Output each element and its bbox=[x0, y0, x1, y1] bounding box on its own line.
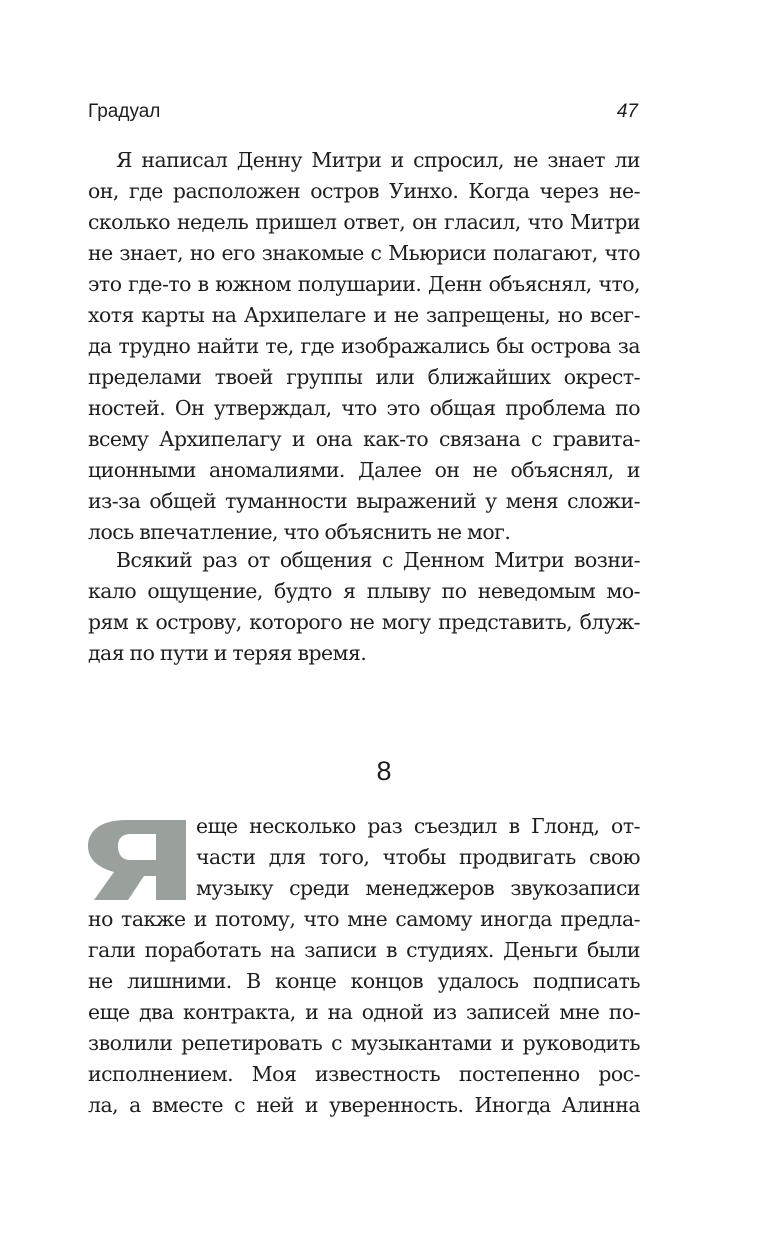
text-line: но также и потому, что мне самому иногда предла- bbox=[88, 907, 640, 931]
text-line: ционными аномалиями. Далее он не объяснял, и bbox=[88, 458, 640, 482]
text-line: ностей. Он утверждал, что это общая проблема по bbox=[88, 396, 640, 420]
text-line: Я написал Денну Митри и спросил, не знает ли bbox=[116, 148, 640, 172]
text-line: рям к острову, которого не могу представить, блуж- bbox=[88, 610, 640, 634]
text-line: не лишними. В конце концов удалось подписать bbox=[88, 969, 640, 993]
text-line: зволили репетировать с музыкантами и руководить bbox=[88, 1031, 640, 1055]
text-line: он, где расположен остров Уинхо. Когда через не- bbox=[88, 179, 640, 203]
chapter-number: 8 bbox=[376, 756, 392, 786]
text-line: лось впечатление, что объяснить не мог. bbox=[88, 520, 511, 544]
text-line: это где-то в южном полушарии. Денн объяснял, что, bbox=[88, 272, 640, 296]
text-line: из-за общей туманности выражений у меня сложи- bbox=[88, 489, 640, 513]
drop-cap bbox=[86, 820, 186, 900]
text-line: всему Архипелагу и она как-то связана с гравита- bbox=[88, 427, 640, 451]
text-line: хотя карты на Архипелаге и не запрещены, но всег- bbox=[88, 303, 640, 327]
text-line: гали поработать на записи в студиях. Деньги были bbox=[88, 938, 640, 962]
text-line: дая по пути и теряя время. bbox=[88, 641, 367, 665]
paragraph-3-wrapped bbox=[196, 811, 640, 904]
text-line: не знает, но его знакомые с Мьюриси полагают, что bbox=[88, 241, 640, 265]
drop-cap-letter-ya bbox=[86, 820, 186, 900]
text-line: Всякий раз от общения с Денном Митри возни- bbox=[116, 548, 640, 572]
paragraph-3-full-line bbox=[88, 904, 640, 935]
text-line: кало ощущение, будто я плыву по неведомым мо- bbox=[88, 579, 640, 603]
text-line: да трудно найти те, где изображались бы острова за bbox=[88, 334, 640, 358]
paragraph-3 bbox=[88, 935, 640, 1121]
book-title: Градуал bbox=[88, 101, 161, 122]
page-number: 47 bbox=[616, 101, 638, 122]
text-line: ла, а вместе с ней и уверенность. Иногда Алинна bbox=[88, 1093, 640, 1117]
text-line: исполнением. Моя известность постепенно рос- bbox=[88, 1062, 640, 1086]
text-line: еще несколько раз съездил в Глонд, от- bbox=[196, 814, 640, 838]
running-head bbox=[88, 101, 640, 129]
text-line: пределами твоей группы или ближайших окрест- bbox=[88, 365, 640, 389]
paragraph-1 bbox=[88, 145, 640, 548]
text-line: еще два контракта, и на одной из записей мне по- bbox=[88, 1000, 640, 1024]
text-line: музыку среди менеджеров звукозаписи bbox=[196, 876, 640, 900]
text-line: сколько недель пришел ответ, он гласил, что Митри bbox=[88, 210, 640, 234]
text-line: части для того, чтобы продвигать свою bbox=[196, 845, 640, 869]
paragraph-2 bbox=[88, 545, 640, 669]
